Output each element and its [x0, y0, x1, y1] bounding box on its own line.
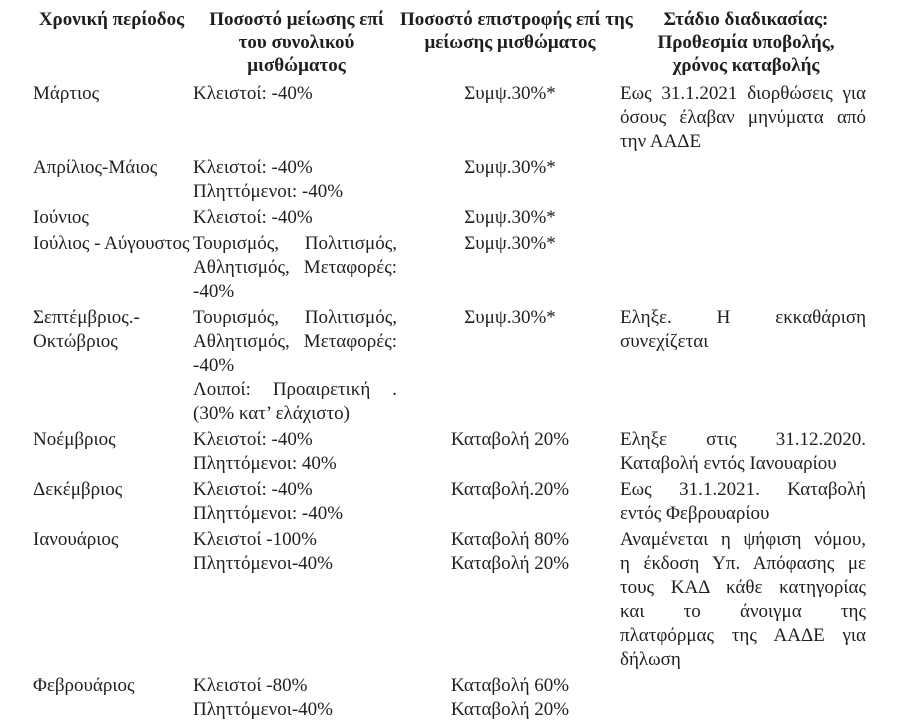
cell-line: Κλειστοί: -40%	[193, 83, 313, 104]
header-line: Χρονική περίοδος	[38, 9, 185, 30]
cell-line: Πληττόμενοι: -40%	[193, 181, 344, 202]
cell-line: Συμψ.30%*	[464, 83, 556, 104]
cell-reduction	[193, 673, 400, 723]
cell-period	[30, 477, 193, 527]
cell-line: Φεβρουάριος	[33, 675, 135, 696]
cell-period	[30, 81, 193, 155]
header-line: μισθώματος	[247, 55, 346, 76]
cell-line: πλατφόρμας της ΑΑΔΕ για	[620, 625, 866, 646]
table-row	[30, 305, 872, 427]
column-header-reduction	[193, 6, 400, 81]
cell-stage	[620, 427, 872, 477]
header-line: του συνολικού	[238, 32, 355, 53]
cell-line: Ιούνιος	[33, 207, 89, 228]
cell-reduction	[193, 81, 400, 155]
cell-line: Εως 31.1.2021. Καταβολή	[620, 479, 866, 500]
cell-line: εντός Φεβρουαρίου	[620, 503, 770, 524]
cell-stage	[620, 527, 872, 673]
cell-line: δήλωση	[620, 649, 681, 670]
table-row	[30, 205, 872, 231]
cell-line: Εληξε στις 31.12.2020.	[620, 429, 866, 450]
header-line: χρόνος καταβολής	[672, 55, 820, 76]
cell-line: Αθλητισμός, Μεταφορές:	[193, 331, 397, 352]
cell-reduction	[193, 427, 400, 477]
cell-line: Ιούλιος - Αύγουστος	[33, 233, 190, 254]
header-line: Ποσοστό επιστροφής επί της	[400, 9, 633, 30]
cell-reduction	[193, 477, 400, 527]
table-row	[30, 527, 872, 673]
table-row	[30, 155, 872, 205]
cell-line: Καταβολή.20%	[450, 479, 570, 500]
cell-line: Πληττόμενοι-40%	[193, 699, 333, 720]
cell-period	[30, 673, 193, 723]
cell-stage	[620, 155, 872, 205]
cell-line: Νοέμβριος	[33, 429, 116, 450]
cell-period	[30, 527, 193, 673]
cell-line: Αναμένεται η ψήφιση νόμου,	[620, 529, 866, 550]
table-row	[30, 427, 872, 477]
cell-refund	[400, 155, 620, 205]
cell-refund	[400, 305, 620, 427]
column-header-stage	[620, 6, 872, 81]
cell-line: Μάρτιος	[33, 83, 100, 104]
cell-line: Κλειστοί: -40%	[193, 429, 313, 450]
cell-line: Κλειστοί -80%	[193, 675, 308, 696]
cell-line: Καταβολή 20%	[450, 429, 570, 450]
header-line: Ποσοστό μείωσης επί	[209, 9, 384, 30]
cell-refund	[400, 673, 620, 723]
rent-reduction-table	[30, 6, 872, 723]
cell-line: τους ΚΑΔ κάθε κατηγορίας	[620, 577, 866, 598]
cell-line: Πληττόμενοι: 40%	[193, 453, 337, 474]
table-row	[30, 231, 872, 305]
cell-line: Συμψ.30%*	[464, 157, 556, 178]
cell-line: Πληττόμενοι: -40%	[193, 503, 344, 524]
cell-line: η έκδοση Υπ. Απόφασης με	[620, 553, 866, 574]
cell-line: Οκτώβριος	[33, 331, 118, 352]
cell-refund	[400, 527, 620, 673]
cell-line: Καταβολή 80%	[450, 529, 570, 550]
cell-refund	[400, 231, 620, 305]
cell-refund	[400, 205, 620, 231]
cell-line: Συμψ.30%*	[464, 307, 556, 328]
cell-stage	[620, 205, 872, 231]
header-line: Στάδιο διαδικασίας:	[663, 9, 829, 30]
cell-line: και το άνοιγμα της	[620, 601, 866, 622]
cell-reduction	[193, 527, 400, 673]
cell-stage	[620, 81, 872, 155]
cell-line: Εληξε. Η εκκαθάριση	[620, 307, 866, 328]
cell-line: -40%	[193, 355, 235, 376]
header-line: Προθεσμία υποβολής,	[657, 32, 835, 53]
cell-stage	[620, 673, 872, 723]
cell-period	[30, 205, 193, 231]
column-header-refund	[400, 6, 633, 81]
cell-line: Αθλητισμός, Μεταφορές:	[193, 257, 397, 278]
cell-reduction	[193, 155, 400, 205]
cell-line: Κλειστοί: -40%	[193, 207, 313, 228]
cell-line: Τουρισμός, Πολιτισμός,	[193, 233, 397, 254]
cell-line: συνεχίζεται	[620, 331, 709, 352]
cell-line: Καταβολή 60%	[450, 675, 570, 696]
cell-line: την ΑΑΔΕ	[620, 131, 702, 152]
cell-reduction	[193, 205, 400, 231]
header-row	[30, 6, 872, 81]
cell-line: Καταβολή 20%	[450, 699, 570, 720]
cell-line: Καταβολή εντός Ιανουαρίου	[620, 453, 837, 474]
cell-period	[30, 427, 193, 477]
cell-reduction	[193, 305, 400, 427]
cell-period	[30, 155, 193, 205]
cell-stage	[620, 477, 872, 527]
cell-reduction	[193, 231, 400, 305]
cell-line: Κλειστοί -100%	[193, 529, 317, 550]
cell-stage	[620, 305, 872, 427]
cell-line: Συμψ.30%*	[464, 207, 556, 228]
cell-period	[30, 231, 193, 305]
table-row	[30, 477, 872, 527]
cell-line: Συμψ.30%*	[464, 233, 556, 254]
cell-line: Τουρισμός, Πολιτισμός,	[193, 307, 397, 328]
cell-line: (30% κατ’ ελάχιστο)	[193, 403, 350, 424]
cell-period	[30, 305, 193, 427]
table-body	[30, 81, 872, 723]
table-row	[30, 81, 872, 155]
cell-line: Κλειστοί: -40%	[193, 479, 313, 500]
cell-refund	[400, 81, 620, 155]
cell-refund	[400, 477, 620, 527]
table-row	[30, 673, 872, 723]
header-line: μείωσης μισθώματος	[424, 32, 596, 53]
cell-line: Καταβολή 20%	[450, 553, 570, 574]
cell-line: Εως 31.1.2021 διορθώσεις για	[620, 83, 866, 104]
cell-line: Ιανουάριος	[33, 529, 119, 550]
cell-line: Απρίλιος-Μάιος	[33, 157, 158, 178]
cell-line: Δεκέμβριος	[33, 479, 123, 500]
cell-line: όσους έλαβαν μηνύματα από	[620, 107, 866, 128]
cell-line: Κλειστοί: -40%	[193, 157, 313, 178]
cell-line: Πληττόμενοι-40%	[193, 553, 333, 574]
cell-line: -40%	[193, 281, 235, 302]
cell-stage	[620, 231, 872, 305]
cell-line: Σεπτέμβριος.-	[33, 307, 140, 328]
cell-refund	[400, 427, 620, 477]
cell-line: Λοιποί: Προαιρετική .	[193, 379, 397, 400]
column-header-period	[30, 6, 193, 81]
